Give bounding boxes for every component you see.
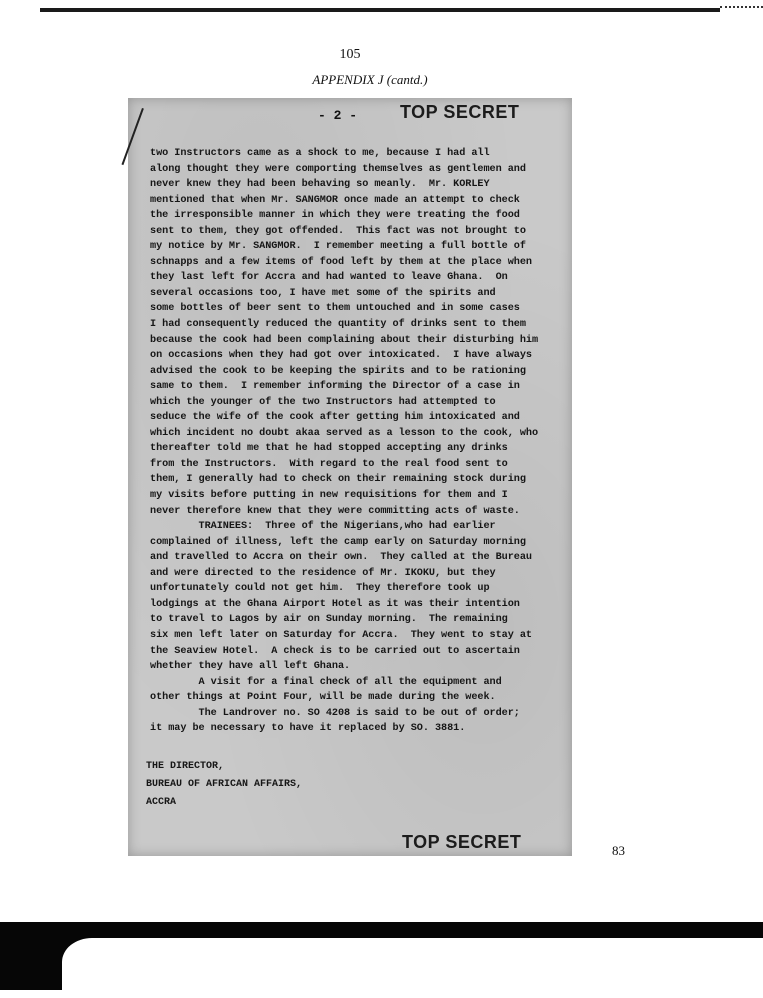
typed-line: other things at Point Four, will be made during the week. [150, 692, 496, 704]
typed-line: and were directed to the residence of Mr. IKOKU, but they [150, 567, 496, 579]
typed-line: along thought they were comporting themselves as gentlemen and [150, 163, 526, 175]
typed-line: the Seaview Hotel. A check is to be carried out to ascertain [150, 645, 520, 657]
typed-line: unfortunately could not get him. They therefore took up [150, 583, 490, 595]
typed-line: advised the cook to be keeping the spirits and to be rationing [150, 365, 526, 377]
typed-line: several occasions too, I have met some of the spirits and [150, 287, 496, 299]
typed-line: because the cook had been complaining about their disturbing him [150, 334, 539, 346]
address-line: ACCRA [146, 797, 177, 808]
address-line: BUREAU OF AFRICAN AFFAIRS, [146, 779, 303, 790]
page-number: 105 [339, 47, 361, 62]
typed-line: same to them. I remember informing the Director of a case in [150, 381, 520, 393]
typed-line: never therefore knew that they were committing acts of waste. [150, 505, 520, 517]
address-line: THE DIRECTOR, [146, 761, 225, 772]
typed-line: whether they have all left Ghana. [150, 661, 351, 673]
typed-line: which the younger of the two Instructors had attempted to [150, 396, 496, 408]
typed-line: and travelled to Accra on their own. They called at the Bureau [150, 552, 533, 564]
typed-line: seduce the wife of the cook after getting him intoxicated and [150, 412, 520, 424]
typed-line: on occasions when they had got over intoxicated. I have always [150, 350, 533, 362]
scan-top-border-dots [720, 6, 763, 11]
document-page-marker: - 2 - [318, 108, 358, 123]
typed-line: lodgings at the Ghana Airport Hotel as it was their intention [150, 598, 520, 610]
typed-line: schnapps and a few items of food left by them at the place when [150, 256, 533, 268]
typed-line: to travel to Lagos by air on Sunday morning. The remaining [150, 614, 508, 626]
typed-line: my notice by Mr. SANGMOR. I remember meeting a full bottle of [150, 241, 526, 253]
typed-line: The Landrover no. SO 4208 is said to be out of order; [150, 707, 520, 719]
typed-line: sent to them, they got offended. This fact was not brought to [150, 225, 526, 237]
typed-line: mentioned that when Mr. SANGMOR once made an attempt to check [150, 194, 520, 206]
typed-line: them, I generally had to check on their remaining stock during [150, 474, 526, 486]
typed-line: it may be necessary to have it replaced by SO. 3881. [150, 723, 466, 735]
typed-line: thereafter told me that he had stopped accepting any drinks [150, 443, 508, 455]
typed-line: six men left later on Saturday for Accra. They went to stay at [150, 629, 533, 641]
typed-line: from the Instructors. With regard to the real food sent to [150, 458, 508, 470]
typed-line: the irresponsible manner in which they were treating the food [150, 210, 520, 222]
top-secret-stamp-bottom: TOP SECRET [402, 832, 522, 852]
margin-pen-mark [121, 108, 143, 165]
typed-line: they last left for Accra and had wanted to leave Ghana. On [150, 272, 508, 284]
typed-line: my visits before putting in new requisitions for them and I [150, 490, 508, 502]
scan-bottom-band-curve [62, 938, 763, 998]
scan-top-border [40, 8, 720, 12]
typed-document-scan [128, 98, 572, 856]
top-secret-stamp-top: TOP SECRET [400, 102, 520, 122]
footer-page-number: 83 [612, 843, 625, 858]
typed-line: TRAINEES: Three of the Nigerians,who had earlier [150, 521, 496, 533]
typed-line: I had consequently reduced the quantity of drinks sent to them [150, 319, 526, 331]
typed-line: some bottles of beer sent to them untouched and in some cases [150, 303, 520, 315]
typed-line: two Instructors came as a shock to me, because I had all [150, 148, 490, 159]
typed-body [150, 146, 568, 737]
typed-line: never knew they had been behaving so meanly. Mr. KORLEY [150, 179, 490, 191]
appendix-title: APPENDIX J (cantd.) [312, 72, 428, 87]
address-block [146, 758, 302, 812]
typed-line: which incident no doubt akaa served as a lesson to the cook, who [150, 427, 539, 439]
typed-line: A visit for a final check of all the equipment and [150, 676, 502, 688]
typed-line: complained of illness, left the camp early on Saturday morning [150, 536, 526, 548]
